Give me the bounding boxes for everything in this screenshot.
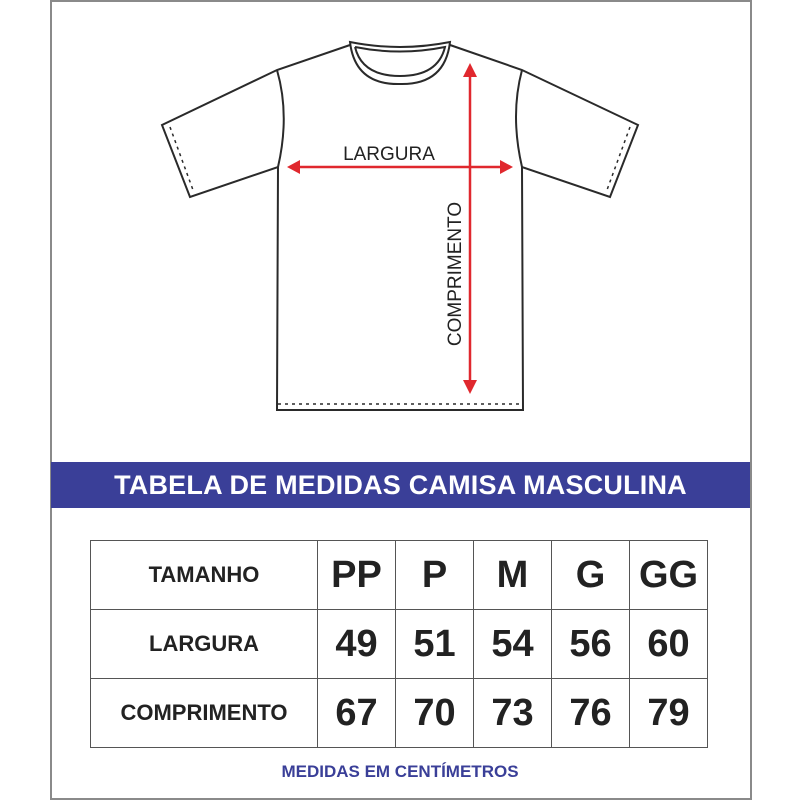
size-cell: M <box>474 541 552 610</box>
stitch-lines <box>170 127 630 404</box>
value-cell: 76 <box>552 679 630 748</box>
value-cell: 73 <box>474 679 552 748</box>
value-cell: 60 <box>630 610 708 679</box>
tshirt-outline <box>162 42 638 410</box>
table-row-length <box>91 679 708 748</box>
size-table <box>90 540 708 748</box>
table-title-banner: TABELA DE MEDIDAS CAMISA MASCULINA <box>51 462 750 508</box>
size-cell: GG <box>630 541 708 610</box>
row-label: COMPRIMENTO <box>91 679 318 748</box>
value-cell: 79 <box>630 679 708 748</box>
table-row-header <box>91 541 708 610</box>
size-cell: P <box>396 541 474 610</box>
width-label: LARGURA <box>343 144 435 165</box>
size-cell: PP <box>318 541 396 610</box>
units-note: MEDIDAS EM CENTÍMETROS <box>281 762 519 781</box>
row-label: TAMANHO <box>91 541 318 610</box>
row-label: LARGURA <box>91 610 318 679</box>
value-cell: 51 <box>396 610 474 679</box>
value-cell: 67 <box>318 679 396 748</box>
length-label: COMPRIMENTO <box>445 201 466 347</box>
value-cell: 54 <box>474 610 552 679</box>
table-row-width <box>91 610 708 679</box>
value-cell: 70 <box>396 679 474 748</box>
size-cell: G <box>552 541 630 610</box>
value-cell: 56 <box>552 610 630 679</box>
value-cell: 49 <box>318 610 396 679</box>
